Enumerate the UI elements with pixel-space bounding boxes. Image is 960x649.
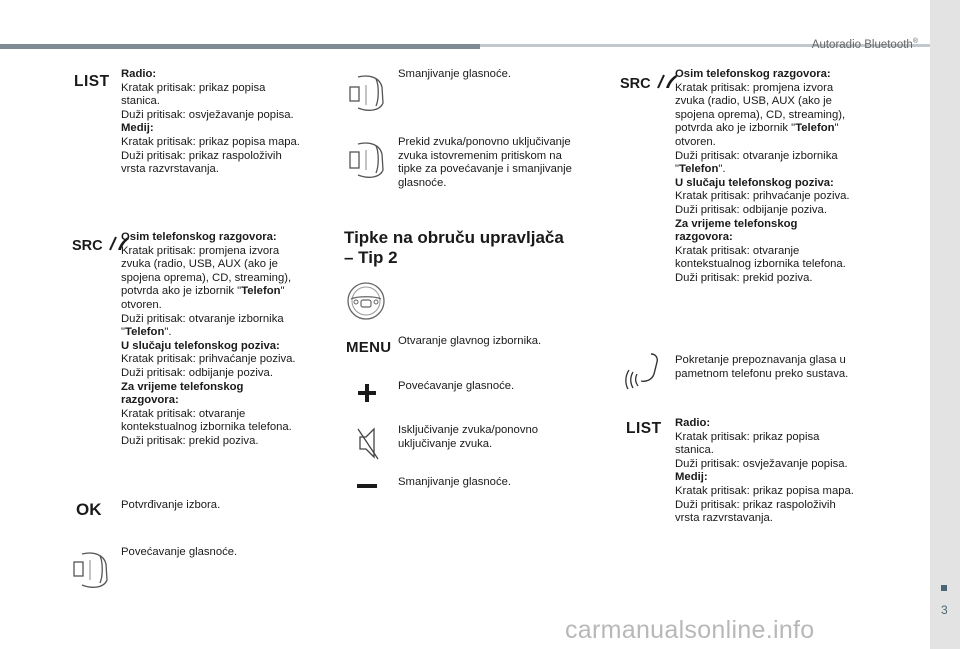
list-icon-2: LIST	[626, 420, 662, 437]
mute-combo-description	[398, 136, 572, 190]
text-line: vrsta razvrstavanja.	[121, 163, 219, 176]
plus-icon	[356, 382, 378, 404]
text-line: Kratak pritisak: prikaz popisa mapa.	[121, 135, 300, 148]
text-line: spojena oprema), CD, streaming),	[675, 108, 846, 121]
text-line: Kratak pritisak: prikaz popisa	[121, 81, 266, 94]
volume-down-wheel-icon	[346, 73, 388, 113]
text-line: Duži pritisak: prikaz raspoloživih	[675, 498, 836, 511]
text-line: Prekid zvuka/ponovno uključivanje	[398, 136, 571, 148]
text-line: Duži pritisak: odbijanje poziva.	[121, 366, 273, 379]
text-line: zvuka istovremenim pritiskom na	[398, 149, 562, 162]
text-line: kontekstualnog izbornika telefona.	[675, 258, 846, 271]
page-number: 3	[941, 603, 948, 617]
list-description-2	[675, 417, 854, 526]
text-line: glasnoće.	[398, 176, 447, 189]
ok-icon: OK	[76, 500, 102, 519]
menu-icon: MENU	[346, 339, 392, 356]
text-line: Duži pritisak: osvježavanje popisa.	[675, 457, 848, 470]
text-line: spojena oprema), CD, streaming),	[121, 271, 292, 284]
text-line: kontekstualnog izbornika telefona.	[121, 421, 292, 434]
text-line: Za vrijeme telefonskog	[121, 380, 244, 393]
text-line: Smanjivanje glasnoće.	[398, 476, 512, 488]
text-line: Duži pritisak: osvježavanje popisa.	[121, 108, 294, 121]
ok-description	[121, 499, 220, 513]
text-line: razgovora:	[675, 231, 733, 244]
steering-wheel-icon	[345, 280, 387, 322]
menu-description	[398, 335, 541, 349]
text-line: tipke za povećavanje i smanjivanje	[398, 163, 572, 176]
text-line: razgovora:	[121, 394, 179, 407]
text-line: U slučaju telefonskog poziva:	[675, 176, 834, 189]
text-line: Kratak pritisak: prihvaćanje poziva.	[675, 190, 850, 203]
text-line: Pokretanje prepoznavanja glasa u	[675, 354, 846, 366]
text-line: Medij:	[675, 471, 708, 484]
text-line: potvrda ako je izbornik "Telefon"	[121, 285, 285, 298]
text-line: vrsta razvrstavanja.	[675, 512, 773, 525]
text-line: Kratak pritisak: promjena izvora	[121, 244, 280, 257]
text-line: potvrda ako je izbornik "Telefon"	[675, 122, 839, 135]
text-line: Duži pritisak: prekid poziva.	[121, 434, 259, 447]
text-line: stanica.	[675, 444, 714, 457]
list-icon: LIST	[74, 73, 110, 90]
plus-description	[398, 380, 514, 394]
mute-description	[398, 424, 538, 451]
mute-icon	[356, 423, 380, 463]
text-line: uključivanje zvuka.	[398, 437, 493, 450]
src-description	[121, 231, 296, 449]
text-line: Duži pritisak: prekid poziva.	[675, 271, 813, 284]
text-line: Povećavanje glasnoće.	[121, 546, 238, 558]
text-line: otvoren.	[121, 298, 162, 311]
text-line: Smanjivanje glasnoće.	[398, 68, 512, 80]
mute-combo-wheel-icon	[346, 140, 388, 180]
src-phone-icon-2: SRC	[620, 73, 679, 93]
minus-description	[398, 476, 511, 490]
text-line: Duži pritisak: otvaranje izbornika	[675, 149, 838, 162]
text-line: Potvrđivanje izbora.	[121, 499, 221, 511]
watermark: carmanualsonline.info	[565, 616, 815, 644]
volume-up-description	[121, 546, 237, 560]
text-line: Osim telefonskog razgovora:	[121, 231, 277, 243]
text-line: otvoren.	[675, 135, 716, 148]
text-line: U slučaju telefonskog poziva:	[121, 339, 280, 352]
section-heading: Tipke na obruču upravljača – Tip 2	[344, 228, 564, 267]
src-description-2	[675, 68, 850, 286]
text-line: Otvaranje glavnog izbornika.	[398, 335, 542, 347]
voice-recognition-icon	[623, 352, 661, 390]
header-title: Autoradio Bluetooth®	[811, 38, 918, 51]
text-line: Kratak pritisak: prikaz popisa mapa.	[675, 484, 854, 497]
text-line: "Telefon".	[675, 163, 726, 176]
text-line: Duži pritisak: otvaranje izbornika	[121, 312, 284, 325]
text-line: Kratak pritisak: otvaranje	[121, 407, 246, 420]
text-line: Za vrijeme telefonskog	[675, 217, 798, 230]
text-line: Medij:	[121, 122, 154, 135]
text-line: pametnom telefonu preko sustava.	[675, 367, 849, 380]
text-line: Kratak pritisak: promjena izvora	[675, 81, 834, 94]
text-line: zvuka (radio, USB, AUX (ako je	[675, 95, 832, 108]
text-line: Kratak pritisak: prikaz popisa	[675, 430, 820, 443]
text-line: Osim telefonskog razgovora:	[675, 68, 831, 80]
text-line: Radio:	[121, 68, 157, 80]
volume-up-wheel-icon	[70, 550, 112, 590]
text-line: zvuka (radio, USB, AUX (ako je	[121, 258, 278, 271]
text-line: "Telefon".	[121, 326, 172, 339]
volume-down-description	[398, 68, 511, 82]
text-line: Radio:	[675, 417, 711, 429]
text-line: Kratak pritisak: otvaranje	[675, 244, 800, 257]
header-rule-dark	[0, 44, 480, 49]
text-line: Povećavanje glasnoće.	[398, 380, 515, 392]
src-phone-icon: SRC	[72, 235, 131, 255]
voice-description	[675, 354, 848, 381]
minus-icon	[356, 482, 378, 490]
list-description	[121, 68, 300, 177]
text-line: Duži pritisak: prikaz raspoloživih	[121, 149, 282, 162]
text-line: Kratak pritisak: prihvaćanje poziva.	[121, 353, 296, 366]
text-line: Duži pritisak: odbijanje poziva.	[675, 203, 827, 216]
text-line: Isključivanje zvuka/ponovno	[398, 424, 539, 436]
text-line: stanica.	[121, 95, 160, 108]
page-marker	[941, 585, 947, 591]
side-strip	[930, 0, 960, 649]
